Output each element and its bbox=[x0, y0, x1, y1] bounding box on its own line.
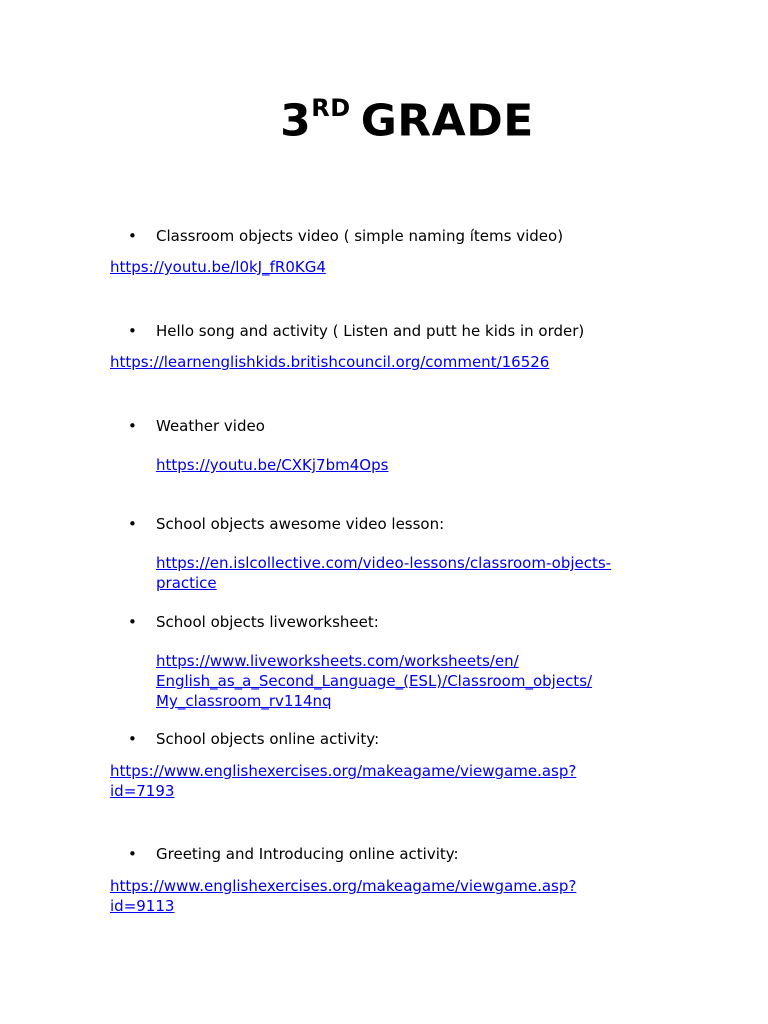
list-item bbox=[128, 226, 563, 246]
resource-link[interactable] bbox=[156, 455, 636, 475]
link-line[interactable]: English_as_a_Second_Language_(ESL)/Classroom_objects/ bbox=[156, 672, 593, 690]
link-line[interactable]: My_classroom_rv114nq bbox=[156, 692, 332, 710]
title-superscript: RD bbox=[311, 94, 351, 122]
link-line[interactable]: https://www.liveworksheets.com/worksheets/en/ bbox=[156, 652, 519, 670]
list-item-text: School objects awesome video lesson: bbox=[156, 515, 445, 533]
list-item bbox=[128, 612, 379, 632]
list-item-text: School objects liveworksheet: bbox=[156, 613, 379, 631]
resource-link[interactable] bbox=[110, 352, 630, 372]
bullet-icon: • bbox=[128, 322, 137, 340]
title-number: 3 bbox=[280, 95, 312, 147]
link-line[interactable]: https://en.islcollective.com/video-lessons/classroom-objects- bbox=[156, 554, 612, 572]
resource-link[interactable] bbox=[156, 651, 636, 711]
link-line[interactable]: https://learnenglishkids.britishcouncil.org/comment/16526 bbox=[110, 353, 550, 371]
resource-link[interactable] bbox=[156, 553, 636, 593]
resource-link[interactable] bbox=[110, 876, 630, 916]
bullet-icon: • bbox=[128, 613, 137, 631]
list-item-text: Hello song and activity ( Listen and putt he kids in order) bbox=[156, 322, 585, 340]
link-line[interactable]: https://www.englishexercises.org/makeagame/viewgame.asp? bbox=[110, 762, 577, 780]
list-item-text: Weather video bbox=[156, 417, 265, 435]
bullet-icon: • bbox=[128, 417, 137, 435]
resource-link[interactable] bbox=[110, 257, 630, 277]
title-word: GRADE bbox=[360, 95, 534, 147]
link-line[interactable]: id=9113 bbox=[110, 897, 175, 915]
link-line[interactable]: id=7193 bbox=[110, 782, 175, 800]
list-item bbox=[128, 514, 444, 534]
list-item-text: Greeting and Introducing online activity: bbox=[156, 845, 459, 863]
list-item bbox=[128, 416, 265, 436]
bullet-icon: • bbox=[128, 730, 137, 748]
link-line[interactable]: https://youtu.be/l0kJ_fR0KG4 bbox=[110, 258, 326, 276]
resource-link[interactable] bbox=[110, 761, 630, 801]
list-item-text: Classroom objects video ( simple naming ítems video) bbox=[156, 227, 564, 245]
page-title bbox=[0, 86, 768, 148]
bullet-icon: • bbox=[128, 227, 137, 245]
list-item bbox=[128, 729, 379, 749]
list-item bbox=[128, 844, 459, 864]
bullet-icon: • bbox=[128, 515, 137, 533]
link-line[interactable]: https://youtu.be/CXKj7bm4Ops bbox=[156, 456, 389, 474]
link-line[interactable]: practice bbox=[156, 574, 217, 592]
list-item bbox=[128, 321, 584, 341]
link-line[interactable]: https://www.englishexercises.org/makeagame/viewgame.asp? bbox=[110, 877, 577, 895]
bullet-icon: • bbox=[128, 845, 137, 863]
list-item-text: School objects online activity: bbox=[156, 730, 380, 748]
